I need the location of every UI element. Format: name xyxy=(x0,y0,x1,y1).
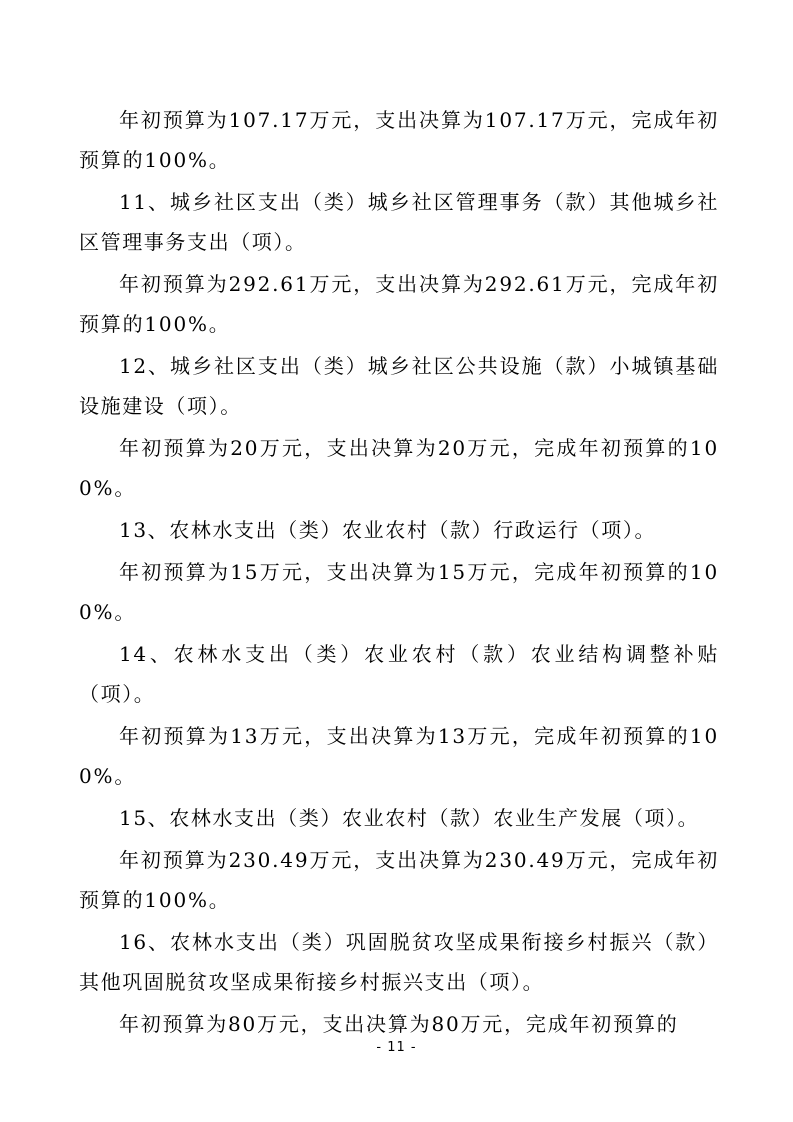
budget-paragraph: 年初预算为107.17万元，支出决算为107.17万元，完成年初预算的100%。 xyxy=(79,108,719,172)
budget-paragraph: 年初预算为80万元，支出决算为80万元，完成年初预算的 xyxy=(119,1012,679,1036)
item-heading-paragraph: 13、农林水支出（类）农业农村（款）行政运行（项）。 xyxy=(119,518,657,542)
item-heading-paragraph: 11、城乡社区支出（类）城乡社区管理事务（款）其他城乡社区管理事务支出（项）。 xyxy=(79,190,719,254)
budget-paragraph: 年初预算为15万元，支出决算为15万元，完成年初预算的100%。 xyxy=(79,560,719,624)
budget-paragraph: 年初预算为13万元，支出决算为13万元，完成年初预算的100%。 xyxy=(79,724,719,788)
item-heading-paragraph: 16、农林水支出（类）巩固脱贫攻坚成果衔接乡村振兴（款）其他巩固脱贫攻坚成果衔接乡村振兴支出（项）。 xyxy=(79,930,719,994)
item-heading-paragraph: 12、城乡社区支出（类）城乡社区公共设施（款）小城镇基础设施建设（项）。 xyxy=(79,354,719,418)
document-body xyxy=(79,100,719,1044)
budget-paragraph: 年初预算为230.49万元，支出决算为230.49万元，完成年初预算的100%。 xyxy=(79,848,719,912)
item-heading-paragraph: 15、农林水支出（类）农业农村（款）农业生产发展（项）。 xyxy=(119,806,700,830)
page-number: - 11 - xyxy=(376,1040,417,1055)
budget-paragraph: 年初预算为292.61万元，支出决算为292.61万元，完成年初预算的100%。 xyxy=(79,272,719,336)
item-heading-paragraph: 14、农林水支出（类）农业农村（款）农业结构调整补贴（项）。 xyxy=(79,642,719,706)
budget-paragraph: 年初预算为20万元，支出决算为20万元，完成年初预算的100%。 xyxy=(79,436,719,500)
